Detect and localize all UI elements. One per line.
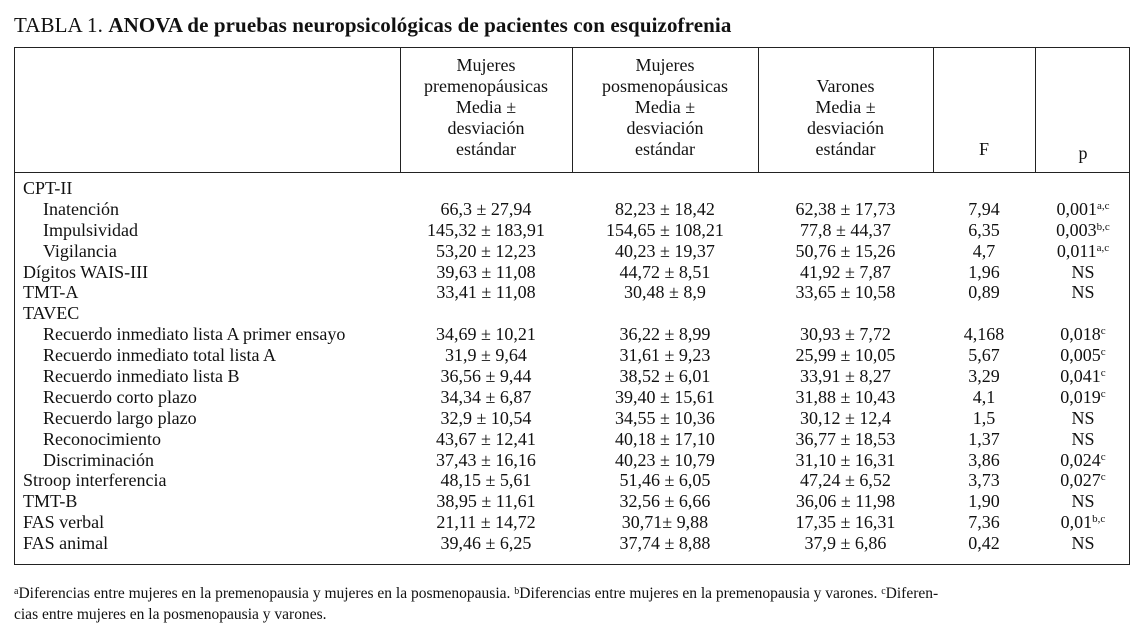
p-value xyxy=(1035,450,1131,470)
men-value: 33,65 ± 10,58 xyxy=(795,282,896,303)
men-value: 36,77 ± 18,53 xyxy=(795,428,896,449)
postmenopausal-value: 31,61 ± 9,23 xyxy=(619,345,711,366)
men-value: 41,92 ± 7,87 xyxy=(800,261,891,282)
footnote xyxy=(14,583,1134,625)
table-row xyxy=(15,387,1129,408)
header-line: estándar xyxy=(456,139,516,159)
postmenopausal-value: 51,46 ± 6,05 xyxy=(619,470,711,491)
postmenopausal-value: 34,55 ± 10,36 xyxy=(615,407,715,428)
table-row xyxy=(15,324,1129,345)
header-postmenopausal xyxy=(572,48,758,172)
f-value: 1,5 xyxy=(972,407,996,428)
p-value xyxy=(1035,470,1131,490)
men-value: 62,38 ± 17,73 xyxy=(795,198,896,219)
table-row xyxy=(15,262,1129,283)
table-row xyxy=(15,366,1129,387)
anova-table xyxy=(14,47,1130,565)
premenopausal-value: 53,20 ± 12,23 xyxy=(436,240,536,261)
significance-mark: c xyxy=(1100,325,1106,338)
men-value: 37,9 ± 6,86 xyxy=(804,533,887,554)
p-value: NS xyxy=(1071,261,1095,282)
significance-mark: b,c xyxy=(1096,220,1110,233)
significance-mark: c xyxy=(1100,346,1106,359)
premenopausal-value: 36,56 ± 9,44 xyxy=(440,366,532,387)
row-label: Impulsividad xyxy=(43,219,138,240)
postmenopausal-value: 154,65 ± 108,21 xyxy=(606,219,724,240)
men-value: 25,99 ± 10,05 xyxy=(795,345,896,366)
header-line: estándar xyxy=(635,139,695,159)
row-label: Reconocimiento xyxy=(43,428,161,449)
premenopausal-value: 66,3 ± 27,94 xyxy=(440,198,532,219)
p-value-text: 0,024 xyxy=(1060,449,1101,470)
f-value: 3,73 xyxy=(968,470,1000,491)
footnote-text: Diferen- xyxy=(885,585,939,602)
header-line: desviación xyxy=(807,118,884,138)
postmenopausal-value: 44,72 ± 8,51 xyxy=(619,261,711,282)
row-label: Discriminación xyxy=(43,449,154,470)
header-premenopausal xyxy=(400,48,572,172)
significance-mark: c xyxy=(1100,367,1106,380)
table-row xyxy=(15,491,1129,512)
footnote-mark: a xyxy=(14,586,19,597)
postmenopausal-value: 38,52 ± 6,01 xyxy=(619,366,711,387)
f-value: 1,96 xyxy=(968,261,1000,282)
postmenopausal-value: 30,48 ± 8,9 xyxy=(624,282,706,303)
table-body xyxy=(15,178,1129,554)
f-value: 7,94 xyxy=(968,198,1000,219)
row-label: FAS animal xyxy=(23,533,109,554)
p-value-text: 0,003 xyxy=(1056,219,1097,240)
table-row xyxy=(15,512,1129,533)
row-label: Vigilancia xyxy=(43,240,117,261)
significance-mark: c xyxy=(1100,387,1106,400)
significance-mark: c xyxy=(1100,450,1106,463)
p-value xyxy=(1035,324,1131,344)
header-line: estándar xyxy=(815,139,876,159)
header-line: Media ± xyxy=(455,97,517,117)
table-row xyxy=(15,303,1129,324)
header-line: desviación xyxy=(626,118,704,138)
men-value: 31,88 ± 10,43 xyxy=(795,386,896,407)
postmenopausal-value: 40,23 ± 19,37 xyxy=(615,240,715,261)
row-label: Recuerdo inmediato lista B xyxy=(43,366,240,387)
row-label: Recuerdo largo plazo xyxy=(43,407,197,428)
premenopausal-value: 38,95 ± 11,61 xyxy=(436,491,536,512)
row-label: TMT-B xyxy=(23,491,78,512)
table-title xyxy=(14,13,731,38)
table-row xyxy=(15,178,1129,199)
premenopausal-value: 48,15 ± 5,61 xyxy=(440,470,532,491)
f-value: 5,67 xyxy=(968,345,1000,366)
footnote-text: Diferencias entre mujeres en la premenopausia y varones. xyxy=(519,585,878,602)
p-value-text: 0,01 xyxy=(1060,512,1093,533)
premenopausal-value: 39,63 ± 11,08 xyxy=(436,261,536,282)
p-value: NS xyxy=(1071,282,1095,303)
f-value: 3,29 xyxy=(968,366,1000,387)
p-value xyxy=(1035,387,1131,407)
premenopausal-value: 34,69 ± 10,21 xyxy=(436,324,536,345)
men-value: 17,35 ± 16,31 xyxy=(795,512,896,533)
f-value: 7,36 xyxy=(968,512,1000,533)
row-label: CPT-II xyxy=(23,178,73,198)
p-value-text: 0,027 xyxy=(1060,470,1101,491)
men-value: 31,10 ± 16,31 xyxy=(795,449,896,470)
table-title-prefix: TABLA 1. xyxy=(14,13,103,37)
f-value: 0,42 xyxy=(968,533,1000,554)
premenopausal-value: 31,9 ± 9,64 xyxy=(445,345,527,366)
row-label: FAS verbal xyxy=(23,512,105,533)
header-line: Mujeres xyxy=(456,55,516,75)
header-line: Varones xyxy=(816,76,875,96)
header-line: F xyxy=(978,139,989,159)
header-p xyxy=(1035,48,1131,172)
row-label: TMT-A xyxy=(23,282,79,303)
men-value: 47,24 ± 6,52 xyxy=(800,470,891,491)
table-row xyxy=(15,450,1129,471)
header-men xyxy=(758,48,933,172)
footnote-mark: b xyxy=(514,586,520,597)
men-value: 30,12 ± 12,4 xyxy=(800,407,891,428)
postmenopausal-value: 32,56 ± 6,66 xyxy=(619,491,711,512)
table-row xyxy=(15,408,1129,429)
table-row xyxy=(15,345,1129,366)
f-value: 3,86 xyxy=(968,449,1000,470)
header-line: posmenopáusicas xyxy=(602,76,728,96)
table-row xyxy=(15,282,1129,303)
postmenopausal-value: 82,23 ± 18,42 xyxy=(615,198,715,219)
row-label: Recuerdo corto plazo xyxy=(43,386,197,407)
p-value xyxy=(1035,199,1131,219)
row-label: Stroop interferencia xyxy=(23,470,167,491)
p-value-text: 0,011 xyxy=(1056,240,1097,261)
row-label: Inatención xyxy=(43,198,119,219)
men-value: 33,91 ± 8,27 xyxy=(800,366,891,387)
header-line: Media ± xyxy=(634,97,696,117)
footnote-text: cias entre mujeres en la posmenopausia y varones. xyxy=(14,606,327,623)
p-value xyxy=(1035,345,1131,365)
premenopausal-value: 39,46 ± 6,25 xyxy=(440,533,532,554)
f-value: 0,89 xyxy=(968,282,1000,303)
table-row xyxy=(15,220,1129,241)
p-value xyxy=(1035,241,1131,261)
significance-mark: b,c xyxy=(1092,513,1106,526)
men-value: 30,93 ± 7,72 xyxy=(800,324,891,345)
p-value-text: 0,019 xyxy=(1060,386,1101,407)
significance-mark: c xyxy=(1100,471,1106,484)
p-value xyxy=(1035,512,1131,532)
p-value-text: 0,018 xyxy=(1060,324,1101,345)
f-value: 4,168 xyxy=(963,324,1005,345)
significance-mark: a,c xyxy=(1096,199,1110,212)
premenopausal-value: 21,11 ± 14,72 xyxy=(436,512,536,533)
row-label: Dígitos WAIS-III xyxy=(23,261,149,282)
men-value: 36,06 ± 11,98 xyxy=(795,491,896,512)
p-value: NS xyxy=(1071,428,1095,449)
header-line: desviación xyxy=(447,118,525,138)
row-label: Recuerdo inmediato total lista A xyxy=(43,345,276,366)
premenopausal-value: 33,41 ± 11,08 xyxy=(436,282,536,303)
p-value-text: 0,005 xyxy=(1060,345,1101,366)
table-row xyxy=(15,470,1129,491)
postmenopausal-value: 36,22 ± 8,99 xyxy=(619,324,711,345)
f-value: 1,37 xyxy=(968,428,1000,449)
p-value-text: 0,001 xyxy=(1056,198,1097,219)
premenopausal-value: 145,32 ± 183,91 xyxy=(427,219,545,240)
header-rule xyxy=(15,172,1129,173)
p-value: NS xyxy=(1071,533,1095,554)
f-value: 4,1 xyxy=(972,386,996,407)
f-value: 4,7 xyxy=(972,240,996,261)
header-line: Mujeres xyxy=(635,55,695,75)
f-value: 1,90 xyxy=(968,491,1000,512)
premenopausal-value: 32,9 ± 10,54 xyxy=(440,407,532,428)
header-line: p xyxy=(1078,143,1088,163)
header-f xyxy=(933,48,1035,172)
premenopausal-value: 34,34 ± 6,87 xyxy=(440,386,532,407)
p-value: NS xyxy=(1071,491,1095,512)
p-value xyxy=(1035,220,1131,240)
p-value xyxy=(1035,366,1131,386)
header-line: Media ± xyxy=(815,97,876,117)
table-row xyxy=(15,429,1129,450)
premenopausal-value: 43,67 ± 12,41 xyxy=(436,428,536,449)
significance-mark: a,c xyxy=(1096,241,1110,254)
men-value: 50,76 ± 15,26 xyxy=(795,240,896,261)
row-label: Recuerdo inmediato lista A primer ensayo xyxy=(43,324,346,345)
table-row xyxy=(15,241,1129,262)
postmenopausal-value: 40,18 ± 17,10 xyxy=(615,428,715,449)
postmenopausal-value: 37,74 ± 8,88 xyxy=(619,533,711,554)
p-value: NS xyxy=(1071,407,1095,428)
premenopausal-value: 37,43 ± 16,16 xyxy=(436,449,536,470)
header-line: premenopáusicas xyxy=(424,76,548,96)
footnote-text: Diferencias entre mujeres en la premenopausia y mujeres en la posmenopausia. xyxy=(18,585,511,602)
table-row xyxy=(15,533,1129,554)
table-row xyxy=(15,199,1129,220)
table-title-text: ANOVA de pruebas neuropsicológicas de pacientes con esquizofrenia xyxy=(108,13,732,37)
p-value-text: 0,041 xyxy=(1060,366,1101,387)
men-value: 77,8 ± 44,37 xyxy=(800,219,891,240)
footnote-mark: c xyxy=(881,586,886,597)
row-label: TAVEC xyxy=(23,303,80,324)
postmenopausal-value: 30,71± 9,88 xyxy=(621,512,709,533)
postmenopausal-value: 39,40 ± 15,61 xyxy=(615,386,715,407)
postmenopausal-value: 40,23 ± 10,79 xyxy=(615,449,715,470)
f-value: 6,35 xyxy=(968,219,1000,240)
